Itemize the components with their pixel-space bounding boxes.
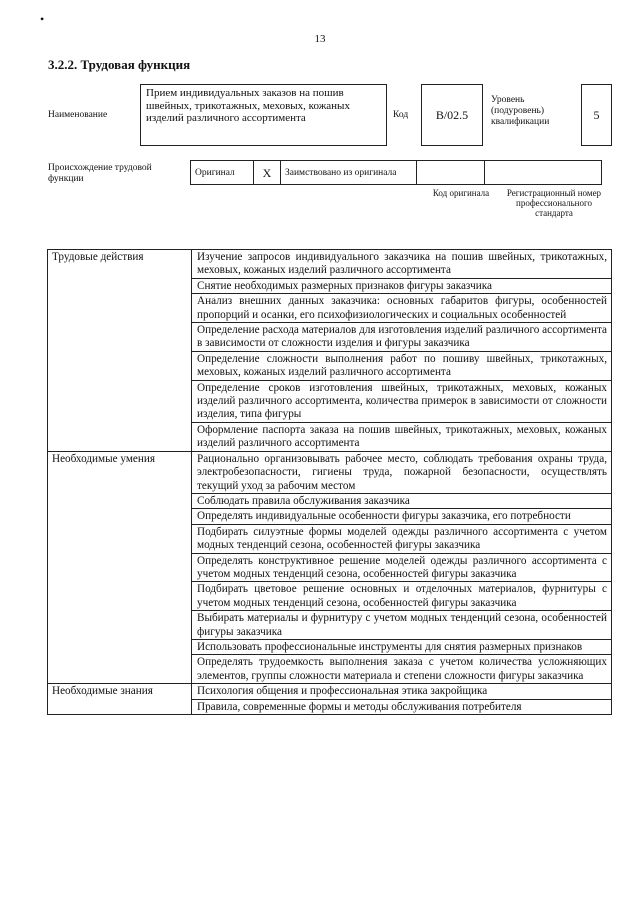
item-cell: Психология общения и профессиональная этика закройщика — [192, 684, 612, 699]
original-code-label: Код оригинала — [432, 188, 490, 198]
page-number: 13 — [314, 33, 326, 45]
page-mark: • — [40, 12, 45, 26]
item-cell: Определение расхода материалов для изготовления изделий различного ассортимента в зависимости от сложности изделия и фигуры заказчика — [192, 323, 612, 352]
code-label: Код — [393, 110, 409, 120]
reg-number-label: Регистрационный номер профессионального стандарта — [506, 188, 602, 218]
function-name-box: Прием индивидуальных заказов на пошив швейных, трикотажных, меховых, кожаных изделий различного ассортимента — [140, 84, 387, 146]
item-cell: Определять индивидуальные особенности фигуры заказчика, его потребности — [192, 509, 612, 524]
item-cell: Определять конструктивное решение моделей одежды различного ассортимента с учетом модных тенденций сезона, особенностей фигуры заказчика — [192, 553, 612, 582]
original-mark: X — [254, 161, 281, 185]
original-code-cell — [417, 161, 485, 185]
item-cell: Подбирать цветовое решение основных и отделочных материалов, фурнитуры с учетом модных тенденций сезона, особенностей фигуры заказчика — [192, 582, 612, 611]
original-label: Оригинал — [191, 161, 254, 185]
item-cell: Снятие необходимых размерных признаков фигуры заказчика — [192, 278, 612, 293]
name-label: Наименование — [48, 110, 108, 120]
item-cell: Рационально организовывать рабочее место, соблюдать требования охраны труда, электробезопасности, гигиены труда, пожарной безопасности, осуществлять текущий уход за рабочим местом — [192, 451, 612, 493]
borrowed-label: Заимствовано из оригинала — [281, 161, 417, 185]
origin-table — [190, 160, 602, 185]
item-cell: Подбирать силуэтные формы моделей одежды различного ассортимента с учетом модных тенденций сезона, особенностей фигуры заказчика — [192, 524, 612, 553]
category-cell: Трудовые действия — [48, 250, 192, 452]
table-row — [48, 250, 612, 279]
function-details-table — [47, 249, 612, 715]
category-cell: Необходимые умения — [48, 451, 192, 684]
item-cell: Соблюдать правила обслуживания заказчика — [192, 493, 612, 508]
category-cell: Необходимые знания — [48, 684, 192, 715]
item-cell: Изучение запросов индивидуального заказчика на пошив швейных, трикотажных, меховых, кожаных изделий различного ассортимента — [192, 250, 612, 279]
code-box: В/02.5 — [421, 84, 483, 146]
item-cell: Определение сложности выполнения работ по пошиву швейных, трикотажных, меховых, кожаных изделий различного ассортимента — [192, 351, 612, 380]
item-cell: Правила, современные формы и методы обслуживания потребителя — [192, 699, 612, 714]
item-cell: Анализ внешних данных заказчика: основных габаритов фигуры, особенностей пропорций и осанки, его психофизиологических и социальных особенностей — [192, 294, 612, 323]
item-cell: Использовать профессиональные инструменты для снятия размерных признаков — [192, 639, 612, 654]
level-label: Уровень (подуровень) квалификации — [491, 95, 550, 127]
item-cell: Выбирать материалы и фурнитуру с учетом модных тенденций сезона, особенностей фигуры заказчика — [192, 611, 612, 640]
item-cell: Оформление паспорта заказа на пошив швейных, трикотажных, меховых, кожаных изделий различного ассортимента — [192, 422, 612, 451]
reg-number-cell — [485, 161, 602, 185]
table-row — [48, 451, 612, 493]
level-box: 5 — [581, 84, 612, 146]
section-title: 3.2.2. Трудовая функция — [48, 57, 191, 72]
table-row — [48, 684, 612, 699]
item-cell: Определять трудоемкость выполнения заказа с учетом количества усложняющих элементов, группы сложности материала и степени сложности фигуры заказчика — [192, 655, 612, 684]
origin-label: Происхождение трудовой функции — [48, 163, 152, 184]
item-cell: Определение сроков изготовления швейных, трикотажных, меховых, кожаных изделий различного ассортимента, количества примерок в зависимости от сложности изделия, типа фигуры — [192, 380, 612, 422]
